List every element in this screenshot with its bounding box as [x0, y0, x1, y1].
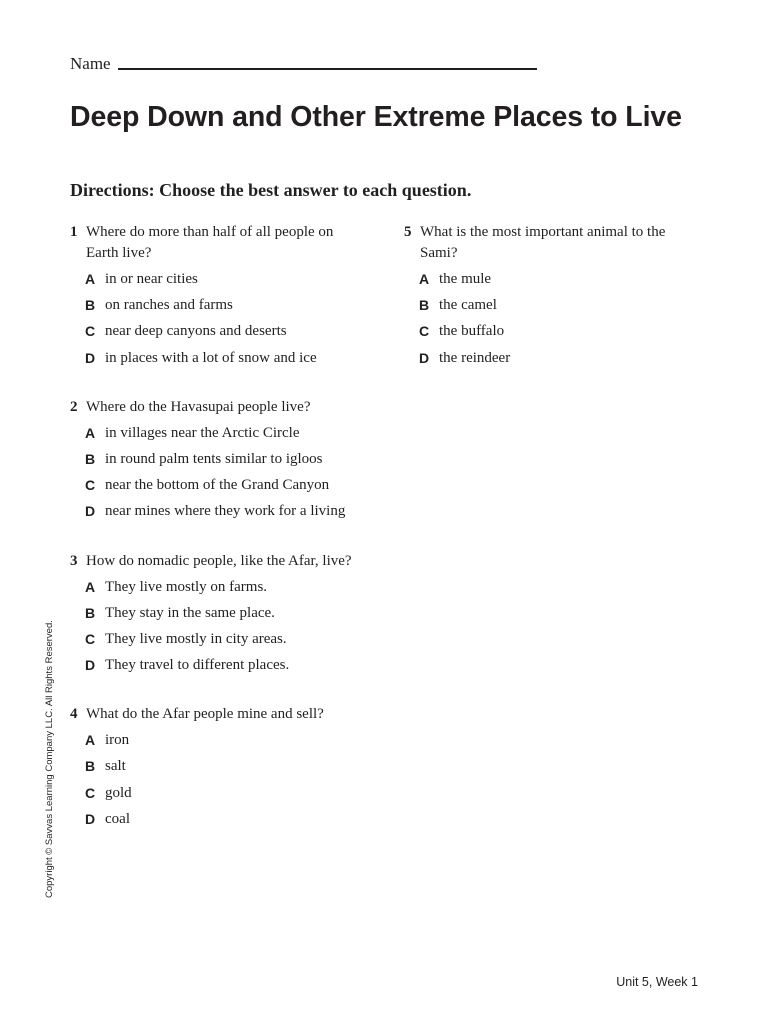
question-number: 2: [70, 398, 78, 415]
question-text: What is the most important animal to the Sami?: [420, 224, 666, 261]
choice-list: [70, 577, 380, 682]
choice-5c[interactable]: [404, 321, 714, 347]
choice-letter: A: [85, 578, 96, 595]
choice-letter: D: [419, 349, 430, 366]
choice-text: They stay in the same place.: [105, 604, 275, 621]
choice-1d[interactable]: [70, 348, 380, 374]
choice-letter: C: [85, 477, 96, 494]
choice-3d[interactable]: [70, 655, 380, 681]
choice-text: They live mostly on farms.: [105, 578, 268, 595]
question-1: [70, 222, 380, 374]
choice-text: the reindeer: [439, 349, 511, 366]
choice-1c[interactable]: [70, 321, 380, 347]
choice-text: the mule: [439, 271, 492, 287]
choice-4b[interactable]: [70, 756, 380, 782]
question-number: 5: [404, 224, 412, 240]
choice-text: They travel to different places.: [105, 657, 290, 674]
choice-5b[interactable]: [404, 295, 714, 321]
choice-text: in round palm tents similar to igloos: [105, 450, 323, 467]
question-3: [70, 551, 380, 682]
choice-2c[interactable]: [70, 475, 380, 501]
choice-2d[interactable]: [70, 501, 380, 527]
choice-letter: A: [85, 732, 96, 749]
question-4: [70, 704, 380, 835]
choice-text: the camel: [439, 297, 497, 314]
choice-3c[interactable]: [70, 629, 380, 655]
choice-text: They live mostly in city areas.: [105, 630, 287, 647]
choice-text: the buffalo: [439, 323, 505, 340]
choice-text: near mines where they work for a living: [105, 503, 346, 520]
directions: Directions: Choose the best answer to each question.: [70, 180, 472, 200]
choice-2b[interactable]: [70, 449, 380, 475]
question-text: What do the Afar people mine and sell?: [86, 706, 324, 723]
choice-letter: A: [419, 271, 430, 287]
choice-2a[interactable]: [70, 423, 380, 449]
choice-text: gold: [105, 784, 132, 801]
choice-5d[interactable]: [404, 348, 714, 374]
choice-letter: C: [85, 630, 96, 647]
choice-5a[interactable]: [404, 269, 714, 295]
question-number: 4: [70, 706, 78, 723]
footer-unit-week: Unit 5, Week 1: [616, 975, 698, 989]
question-number: 3: [70, 552, 78, 569]
question-5: [404, 222, 714, 374]
choice-1b[interactable]: [70, 295, 380, 321]
choice-list: [70, 423, 380, 528]
choice-list: [70, 269, 380, 374]
choice-letter: B: [419, 297, 430, 314]
choice-text: on ranches and farms: [105, 297, 233, 314]
question-2: [70, 397, 380, 528]
page-title: Deep Down and Other Extreme Places to Live: [70, 101, 682, 133]
question-text: Where do the Havasupai people live?: [86, 398, 311, 415]
question-text: Where do more than half of all people on Earth live?: [86, 224, 334, 261]
questions-left-column: [70, 222, 380, 858]
questions-right-column: [404, 222, 714, 397]
name-label: Name: [70, 54, 111, 73]
choice-text: coal: [105, 810, 130, 827]
choice-4c[interactable]: [70, 783, 380, 809]
choice-text: near the bottom of the Grand Canyon: [105, 477, 330, 494]
choice-4a[interactable]: [70, 730, 380, 756]
choice-text: in or near cities: [105, 271, 198, 287]
choice-letter: D: [85, 503, 96, 520]
choice-3a[interactable]: [70, 577, 380, 603]
choice-text: near deep canyons and deserts: [105, 323, 287, 340]
question-number: 1: [70, 224, 78, 240]
choice-letter: C: [419, 323, 430, 340]
choice-1a[interactable]: [70, 269, 380, 295]
choice-letter: C: [85, 784, 96, 801]
choice-text: in places with a lot of snow and ice: [105, 349, 317, 366]
choice-letter: B: [85, 758, 96, 775]
choice-letter: A: [85, 424, 96, 441]
choice-4d[interactable]: [70, 809, 380, 835]
choice-letter: B: [85, 450, 96, 467]
copyright-notice: Copyright © Savvas Learning Company LLC. All Rights Reserved.: [44, 620, 55, 898]
choice-list: [404, 269, 714, 374]
choice-text: in villages near the Arctic Circle: [105, 424, 300, 441]
choice-text: salt: [105, 758, 126, 775]
choice-text: iron: [105, 732, 130, 749]
choice-letter: B: [85, 297, 96, 314]
question-text: How do nomadic people, like the Afar, live?: [86, 552, 352, 569]
choice-letter: A: [85, 271, 96, 287]
choice-list: [70, 730, 380, 835]
name-field[interactable]: [70, 52, 540, 74]
choice-letter: B: [85, 604, 96, 621]
choice-letter: D: [85, 810, 96, 827]
choice-3b[interactable]: [70, 603, 380, 629]
choice-letter: D: [85, 349, 96, 366]
name-line[interactable]: [118, 68, 537, 70]
choice-letter: D: [85, 657, 96, 674]
choice-letter: C: [85, 323, 96, 340]
